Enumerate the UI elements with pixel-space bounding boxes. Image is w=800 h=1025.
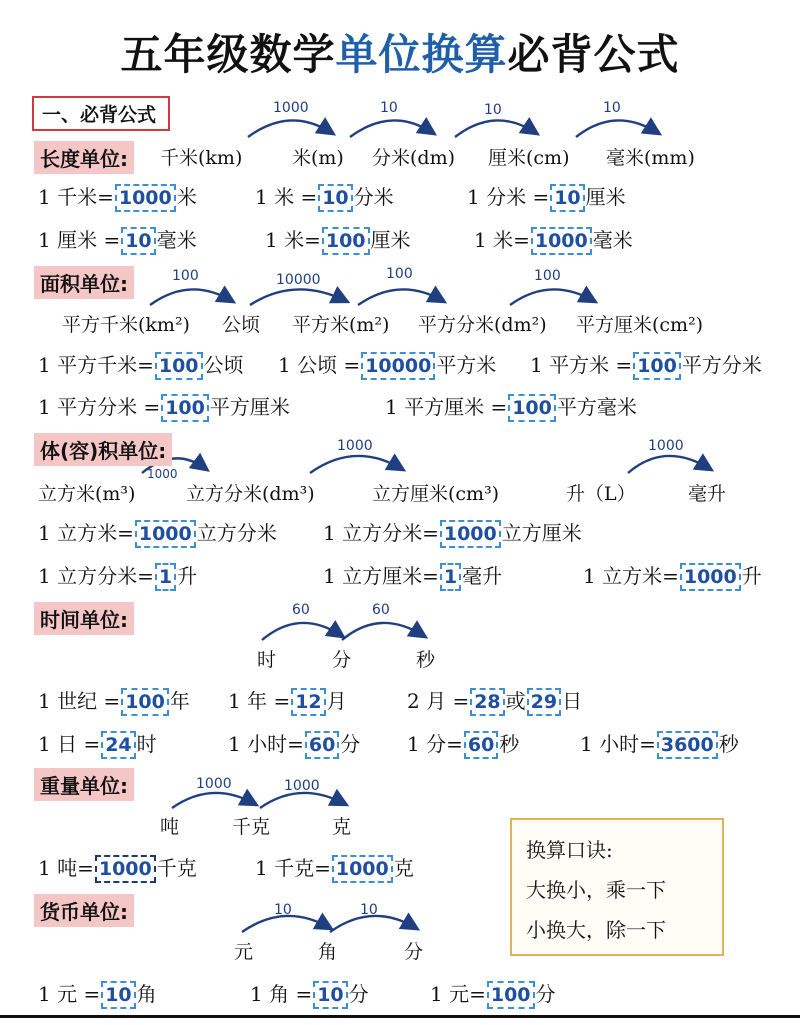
value-box: 10 (313, 981, 347, 1009)
value-box: 60 (305, 731, 339, 759)
unit-jiao: 角 (318, 941, 338, 963)
value-box: 100 (322, 227, 370, 255)
unit-l: 升（L） (566, 483, 636, 505)
value-box: 100 (487, 981, 535, 1009)
rate-m2-dm2: 100 (386, 266, 413, 282)
rate-min-s: 60 (372, 602, 390, 618)
arc-jiao-fen (330, 916, 416, 932)
arc-dm2-cm2 (510, 289, 594, 305)
arc-m2-dm2 (358, 289, 443, 305)
eq-time-6: 1 小时= 3600 秒 (580, 728, 739, 759)
unit-km: 千米(km) (160, 147, 243, 169)
length-label: 长度单位: (34, 141, 134, 174)
unit-ton: 吨 (160, 816, 180, 838)
section-label: 一、必背公式 (32, 96, 170, 131)
eq-time-1: 1 年 = 12 月 (228, 685, 347, 716)
volume-label: 体(容)积单位: (34, 433, 172, 466)
value-box: 10 (318, 184, 352, 212)
arc-km2-ha (150, 289, 232, 305)
unit-minute: 分 (332, 649, 352, 671)
eq-time-5: 1 分= 60 秒 (407, 728, 519, 759)
value-box: 100 (155, 352, 203, 380)
rate-m3-dm3: 1000 (147, 467, 178, 481)
area-label: 面积单位: (34, 266, 134, 299)
arc-m-dm (350, 120, 433, 137)
value-box: 10000 (361, 352, 435, 380)
value-box: 24 (101, 731, 135, 759)
rate-m-dm: 10 (380, 100, 398, 116)
unit-km2: 平方千米(km²) (62, 314, 190, 336)
bottom-rule (0, 1015, 800, 1018)
arc-dm-cm (455, 120, 536, 137)
unit-m2: 平方米(m²) (292, 314, 390, 336)
unit-second: 秒 (416, 649, 436, 671)
rate-l-ml: 1000 (648, 438, 684, 454)
time-label: 时间单位: (34, 602, 134, 635)
value-box: 100 (508, 394, 556, 422)
eq-length-0: 1 千米= 1000 米 (38, 181, 197, 212)
rate-km-m: 1000 (273, 100, 309, 116)
mnemonic-line-2: 小换大，除一下 (526, 918, 666, 942)
rate-yuan-jiao: 10 (274, 902, 292, 918)
eq-length-4: 1 米= 100 厘米 (265, 224, 411, 255)
unit-ha: 公顷 (222, 314, 261, 336)
eq-weight-1: 1 千克= 1000 克 (255, 852, 414, 883)
unit-mm: 毫米(mm) (606, 147, 695, 169)
rate-ha-m2: 10000 (276, 272, 321, 288)
value-box: 1000 (332, 855, 393, 883)
eq-length-1: 1 米 = 10 分米 (255, 181, 394, 212)
title-highlight: 单位换算 (335, 30, 508, 79)
eq-length-2: 1 分米 = 10 厘米 (467, 181, 626, 212)
eq-money-0: 1 元 = 10 角 (38, 978, 157, 1009)
mnemonic-title: 换算口诀: (526, 838, 613, 862)
eq-volume-3: 1 立方厘米= 1 毫升 (323, 560, 502, 591)
value-box: 10 (550, 184, 584, 212)
mnemonic-line-1: 大换小，乘一下 (526, 878, 666, 902)
arc-h-min (262, 623, 342, 640)
rate-jiao-fen: 10 (360, 902, 378, 918)
eq-volume-1: 1 立方分米= 1000 立方厘米 (323, 517, 582, 548)
unit-g: 克 (332, 816, 352, 838)
value-box: 1000 (95, 855, 156, 883)
value-box: 3600 (657, 731, 718, 759)
eq-money-2: 1 元= 100 分 (430, 978, 556, 1009)
eq-area-3: 1 平方分米 = 100 平方厘米 (38, 391, 290, 422)
value-box: 1000 (135, 520, 196, 548)
eq-volume-0: 1 立方米= 1000 立方分米 (38, 517, 277, 548)
value-box: 10 (121, 227, 155, 255)
eq-area-4: 1 平方厘米 = 100 平方毫米 (385, 391, 637, 422)
unit-fen: 分 (404, 941, 424, 963)
value-box: 10 (101, 981, 135, 1009)
eq-time-3: 1 日 = 24 时 (38, 728, 157, 759)
arc-kg-g (260, 793, 345, 808)
value-box: 12 (291, 688, 325, 716)
eq-money-1: 1 角 = 10 分 (250, 978, 369, 1009)
value-box: 28 (470, 688, 504, 716)
value-box: 100 (161, 394, 209, 422)
eq-length-3: 1 厘米 = 10 毫米 (38, 224, 197, 255)
unit-cm: 厘米(cm) (488, 147, 570, 169)
value-box: 29 (527, 688, 561, 716)
eq-time-0: 1 世纪 = 100 年 (38, 685, 190, 716)
unit-dm2: 平方分米(dm²) (418, 314, 547, 336)
unit-ml: 毫升 (688, 483, 727, 505)
arc-l-ml (628, 456, 710, 473)
value-box: 1 (440, 563, 461, 591)
eq-area-0: 1 平方千米= 100 公顷 (38, 349, 244, 380)
rate-t-kg: 1000 (196, 776, 232, 792)
unit-dm: 分米(dm) (372, 147, 456, 169)
arc-yuan-jiao (242, 916, 330, 932)
value-box: 100 (633, 352, 681, 380)
value-box: 100 (121, 688, 169, 716)
arc-t-kg (172, 793, 255, 808)
value-box: 1000 (680, 563, 741, 591)
arc-dm3-cm3 (310, 456, 402, 473)
rate-dm2-cm2: 100 (534, 268, 561, 284)
value-box: 60 (464, 731, 498, 759)
value-box: 1000 (531, 227, 592, 255)
unit-cm3: 立方厘米(cm³) (372, 483, 500, 505)
arc-min-s (342, 623, 424, 640)
arc-km-m (248, 120, 332, 137)
rate-dm-cm: 10 (484, 102, 502, 118)
title-suffix: 必背公式 (507, 30, 680, 79)
unit-dm3: 立方分米(dm³) (186, 483, 315, 505)
eq-weight-0: 1 吨= 1000 千克 (38, 852, 197, 883)
unit-kg: 千克 (232, 816, 271, 838)
rate-dm3-cm3: 1000 (337, 438, 373, 454)
eq-time-4: 1 小时= 60 分 (228, 728, 360, 759)
rate-km2-ha: 100 (172, 268, 199, 284)
money-label: 货币单位: (34, 894, 134, 927)
unit-m: 米(m) (292, 147, 344, 169)
rate-cm-mm: 10 (603, 100, 621, 116)
value-box: 1000 (115, 184, 176, 212)
eq-volume-2: 1 立方分米= 1 升 (38, 560, 197, 591)
unit-cm2: 平方厘米(cm²) (576, 314, 704, 336)
value-box: 1000 (440, 520, 501, 548)
eq-area-2: 1 平方米 = 100 平方分米 (530, 349, 762, 380)
weight-label: 重量单位: (34, 768, 134, 801)
eq-length-5: 1 米= 1000 毫米 (474, 224, 633, 255)
value-box: 1 (155, 563, 176, 591)
eq-area-1: 1 公顷 = 10000 平方米 (278, 349, 496, 380)
title-prefix: 五年级数学 (120, 30, 336, 79)
eq-volume-4: 1 立方米= 1000 升 (583, 560, 762, 591)
unit-yuan: 元 (234, 941, 254, 963)
unit-m3: 立方米(m³) (38, 483, 136, 505)
arc-cm-mm (576, 120, 658, 137)
mnemonic-box (510, 818, 724, 956)
arc-ha-m2 (250, 289, 346, 305)
eq-time-2: 2 月 = 28 或 29 日 (407, 685, 582, 716)
unit-hour: 时 (257, 649, 277, 671)
rate-kg-g: 1000 (284, 778, 320, 794)
rate-h-min: 60 (292, 602, 310, 618)
